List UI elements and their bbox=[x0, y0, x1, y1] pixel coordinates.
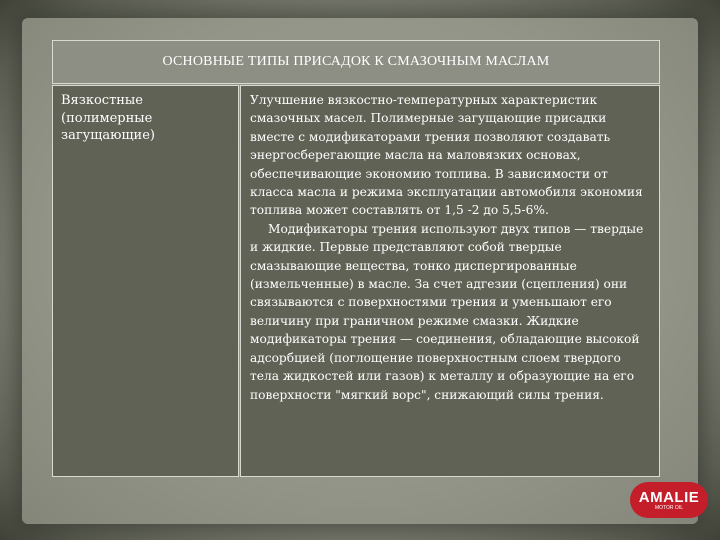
logo-subtitle: MOTOR OIL bbox=[655, 504, 683, 511]
additive-type-text: Вязкостные (полимерные загущающие) bbox=[61, 93, 155, 143]
description-paragraph-1: Улучшение вязкостно-температурных характеристик смазочных масел. Полимерные загущающие присадки вместе с модификаторами трения позволяют создавать энергосберегающие масла на маловязких основах, обеспечивающие экономию топлива. В зависимости от класса масла и режима эксплуатации автомобиля экономия топлива может составлять от 1,5 -2 до 5,5-6%. bbox=[250, 93, 643, 218]
description-paragraph-2: Модификаторы трения используют двух типов — твердые и жидкие. Первые представляют собой твердые смазывающие вещества, тонко диспергированные (измельченные) в масле. За счет адгезии (сцепления) они связываются с поверхностями трения и уменьшают его величину при граничном режиме смазки. Жидкие модификаторы трения — соединения, обладающие высокой адсорбцией (поглощение поверхностным слоем твердого тела жидкостей или газов) к металлу и образующие на его поверхности "мягкий ворс", снижающий силы трения. bbox=[250, 221, 644, 402]
logo-wordmark: AMALIE bbox=[638, 488, 700, 506]
table-header bbox=[52, 40, 660, 84]
additives-table bbox=[52, 40, 660, 477]
additive-type-cell bbox=[52, 85, 239, 477]
additive-description-cell bbox=[240, 85, 660, 477]
amalie-logo bbox=[630, 482, 708, 518]
table-header-text: ОСНОВНЫЕ ТИПЫ ПРИСАДОК К СМАЗОЧНЫМ МАСЛАМ bbox=[162, 54, 550, 69]
